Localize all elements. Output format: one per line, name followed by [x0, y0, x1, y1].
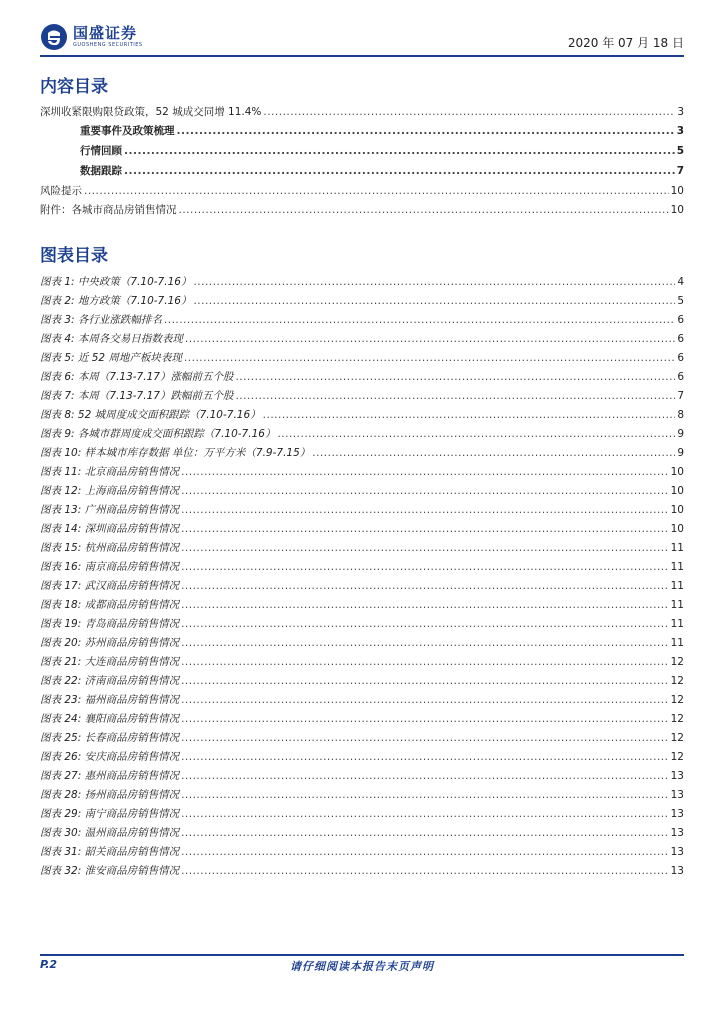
figure-entry-title: 图表 1: 中央政策（7.10-7.16） — [40, 276, 192, 288]
dot-leader — [177, 125, 675, 137]
figure-entry[interactable] — [40, 863, 684, 882]
figure-entry[interactable] — [40, 502, 684, 521]
dot-leader — [181, 789, 669, 801]
dot-leader — [181, 637, 669, 649]
figure-entry[interactable] — [40, 578, 684, 597]
figure-entry-title: 图表 23: 福州商品房销售情况 — [40, 694, 180, 706]
toc-entry-title: 重要事件及政策梳理 — [80, 125, 175, 137]
figure-entry-page: 11 — [670, 637, 684, 649]
figure-entry-title: 图表 25: 长春商品房销售情况 — [40, 732, 180, 744]
dot-leader — [181, 485, 669, 497]
figure-entry[interactable] — [40, 464, 684, 483]
figure-entry-page: 13 — [670, 789, 684, 801]
figure-entry-title: 图表 8: 52 城周度成交面积跟踪（7.10-7.16） — [40, 409, 261, 421]
toc-entry-title: 深圳收紧限购限贷政策，52 城成交同增 11.4% — [40, 106, 262, 118]
toc-entry-page: 7 — [676, 165, 684, 177]
dot-leader — [185, 333, 675, 345]
figure-entry[interactable] — [40, 388, 684, 407]
toc-entry[interactable] — [40, 123, 684, 143]
figure-entry[interactable] — [40, 350, 684, 369]
figure-entry-page: 10 — [670, 523, 684, 535]
header-divider — [40, 55, 684, 57]
figure-entry-page: 13 — [670, 865, 684, 877]
toc-entry-page: 10 — [670, 185, 684, 197]
figure-entry-title: 图表 24: 襄阳商品房销售情况 — [40, 713, 180, 725]
figure-entry-page: 12 — [670, 656, 684, 668]
figure-entry[interactable] — [40, 521, 684, 540]
figure-entry-title: 图表 21: 大连商品房销售情况 — [40, 656, 180, 668]
figure-entry-title: 图表 22: 济南商品房销售情况 — [40, 675, 180, 687]
figure-entry-page: 7 — [677, 390, 684, 402]
figure-entry-title: 图表 29: 南宁商品房销售情况 — [40, 808, 180, 820]
figure-entry[interactable] — [40, 616, 684, 635]
figure-entry-title: 图表 20: 苏州商品房销售情况 — [40, 637, 180, 649]
dot-leader — [181, 713, 669, 725]
figure-entry-page: 13 — [670, 846, 684, 858]
figures-list — [40, 274, 684, 882]
figure-entry-page: 13 — [670, 770, 684, 782]
figure-entry[interactable] — [40, 825, 684, 844]
dot-leader — [181, 694, 669, 706]
figure-entry-title: 图表 19: 青岛商品房销售情况 — [40, 618, 180, 630]
figure-entry[interactable] — [40, 806, 684, 825]
figure-entry[interactable] — [40, 711, 684, 730]
toc-entry-page: 10 — [670, 204, 684, 216]
figure-entry-page: 8 — [677, 409, 684, 421]
figure-entry-page: 10 — [670, 504, 684, 516]
toc-entry-title: 附件：各城市商品房销售情况 — [40, 204, 177, 216]
company-logo — [40, 22, 143, 52]
figure-entry-title: 图表 2: 地方政策（7.10-7.16） — [40, 295, 192, 307]
dot-leader — [263, 409, 676, 421]
figure-entry-page: 6 — [677, 333, 684, 345]
dot-leader — [193, 295, 675, 307]
figure-entry-title: 图表 32: 淮安商品房销售情况 — [40, 865, 180, 877]
figure-entry-title: 图表 3: 各行业涨跌幅排名 — [40, 314, 162, 326]
figure-entry-page: 6 — [677, 371, 684, 383]
toc-entry[interactable] — [40, 163, 684, 183]
figure-entry-title: 图表 13: 广州商品房销售情况 — [40, 504, 180, 516]
figure-entry[interactable] — [40, 369, 684, 388]
dot-leader — [181, 827, 669, 839]
figure-entry[interactable] — [40, 312, 684, 331]
dot-leader — [184, 352, 675, 364]
figure-entry-page: 6 — [677, 352, 684, 364]
dot-leader — [181, 580, 669, 592]
toc-entry-page: 3 — [676, 125, 684, 137]
disclaimer-note: 请仔细阅读本报告末页声明 — [290, 960, 434, 973]
figure-entry-page: 4 — [677, 276, 684, 288]
dot-leader — [181, 656, 669, 668]
logo-name-en: GUOSHENG SECURITIES — [73, 42, 143, 48]
figure-entry[interactable] — [40, 274, 684, 293]
figure-entry-page: 12 — [670, 713, 684, 725]
toc-entry-title: 风险提示 — [40, 185, 82, 197]
dot-leader — [181, 770, 669, 782]
dot-leader — [181, 865, 669, 877]
figure-entry-page: 12 — [670, 751, 684, 763]
figure-entry-title: 图表 28: 扬州商品房销售情况 — [40, 789, 180, 801]
dot-leader — [181, 618, 669, 630]
figure-entry-page: 11 — [670, 580, 684, 592]
toc-entry[interactable] — [40, 143, 684, 163]
figure-entry[interactable] — [40, 445, 684, 464]
report-date: 2020 年 07 月 18 日 — [567, 36, 684, 50]
figure-entry-title: 图表 9: 各城市群周度成交面积跟踪（7.10-7.16） — [40, 428, 276, 440]
dot-leader — [181, 561, 669, 573]
logo-mark-icon — [40, 23, 68, 51]
figure-entry-page: 10 — [670, 466, 684, 478]
figure-entry-title: 图表 14: 深圳商品房销售情况 — [40, 523, 180, 535]
page-header — [40, 20, 684, 54]
figure-entry-title: 图表 11: 北京商品房销售情况 — [40, 466, 180, 478]
figure-entry-page: 10 — [670, 485, 684, 497]
figure-entry-page: 9 — [677, 428, 684, 440]
figure-entry[interactable] — [40, 559, 684, 578]
toc-entry-page: 3 — [677, 106, 684, 118]
toc-entry[interactable] — [40, 183, 684, 202]
figure-entry[interactable] — [40, 597, 684, 616]
figure-entry[interactable] — [40, 768, 684, 787]
figure-entry[interactable] — [40, 540, 684, 559]
dot-leader — [124, 145, 675, 157]
dot-leader — [181, 523, 669, 535]
logo-name: 国盛证券 — [73, 24, 138, 42]
figures-title: 图表目录 — [40, 246, 108, 266]
figure-entry[interactable] — [40, 293, 684, 312]
figure-entry-title: 图表 15: 杭州商品房销售情况 — [40, 542, 180, 554]
figure-entry[interactable] — [40, 426, 684, 445]
figure-entry-page: 11 — [670, 561, 684, 573]
figure-entry[interactable] — [40, 844, 684, 863]
figure-entry-page: 12 — [670, 675, 684, 687]
figure-entry[interactable] — [40, 673, 684, 692]
figure-entry-page: 5 — [677, 295, 684, 307]
toc-title: 内容目录 — [40, 77, 108, 97]
dot-leader — [181, 808, 669, 820]
dot-leader — [164, 314, 675, 326]
toc-entry-title: 数据跟踪 — [80, 165, 122, 177]
toc-entry-title: 行情回顾 — [80, 145, 122, 157]
figure-entry-page: 9 — [677, 447, 684, 459]
figure-entry[interactable] — [40, 635, 684, 654]
toc-list — [40, 104, 684, 221]
figure-entry-title: 图表 27: 惠州商品房销售情况 — [40, 770, 180, 782]
figure-entry[interactable] — [40, 407, 684, 426]
footer-divider — [40, 954, 684, 956]
figure-entry-title: 图表 7: 本周（7.13-7.17）跌幅前五个股 — [40, 390, 234, 402]
dot-leader — [181, 466, 669, 478]
toc-entry-page: 5 — [676, 145, 684, 157]
figure-entry[interactable] — [40, 787, 684, 806]
page-number: P.2 — [40, 958, 58, 971]
figure-entry[interactable] — [40, 483, 684, 502]
figure-entry-title: 图表 17: 武汉商品房销售情况 — [40, 580, 180, 592]
figure-entry[interactable] — [40, 749, 684, 768]
figure-entry-title: 图表 18: 成都商品房销售情况 — [40, 599, 180, 611]
dot-leader — [312, 447, 675, 459]
figure-entry[interactable] — [40, 331, 684, 350]
toc-entry[interactable] — [40, 104, 684, 123]
dot-leader — [181, 542, 669, 554]
figure-entry-title: 图表 5: 近 52 周地产板块表现 — [40, 352, 182, 364]
dot-leader — [181, 732, 669, 744]
figure-entry-page: 6 — [677, 314, 684, 326]
figure-entry-title: 图表 4: 本周各交易日指数表现 — [40, 333, 183, 345]
figure-entry[interactable] — [40, 654, 684, 673]
dot-leader — [235, 371, 675, 383]
figure-entry-title: 图表 10: 样本城市库存数据 单位：万平方米（7.9-7.15） — [40, 447, 311, 459]
figure-entry[interactable] — [40, 730, 684, 749]
dot-leader — [181, 751, 669, 763]
dot-leader — [179, 204, 669, 216]
figure-entry[interactable] — [40, 692, 684, 711]
figure-entry-title: 图表 16: 南京商品房销售情况 — [40, 561, 180, 573]
figure-entry-title: 图表 6: 本周（7.13-7.17）涨幅前五个股 — [40, 371, 234, 383]
figure-entry-page: 12 — [670, 694, 684, 706]
dot-leader — [235, 390, 675, 402]
figure-entry-title: 图表 26: 安庆商品房销售情况 — [40, 751, 180, 763]
figure-entry-title: 图表 31: 韶关商品房销售情况 — [40, 846, 180, 858]
toc-entry[interactable] — [40, 202, 684, 221]
figure-entry-title: 图表 30: 温州商品房销售情况 — [40, 827, 180, 839]
dot-leader — [277, 428, 675, 440]
figure-entry-page: 12 — [670, 732, 684, 744]
dot-leader — [181, 675, 669, 687]
dot-leader — [124, 165, 675, 177]
dot-leader — [193, 276, 675, 288]
figure-entry-page: 13 — [670, 808, 684, 820]
dot-leader — [181, 504, 669, 516]
figure-entry-page: 11 — [670, 542, 684, 554]
dot-leader — [181, 846, 669, 858]
figure-entry-page: 11 — [670, 599, 684, 611]
dot-leader — [181, 599, 669, 611]
figure-entry-page: 13 — [670, 827, 684, 839]
dot-leader — [263, 106, 675, 118]
dot-leader — [84, 185, 669, 197]
figure-entry-page: 11 — [670, 618, 684, 630]
figure-entry-title: 图表 12: 上海商品房销售情况 — [40, 485, 180, 497]
